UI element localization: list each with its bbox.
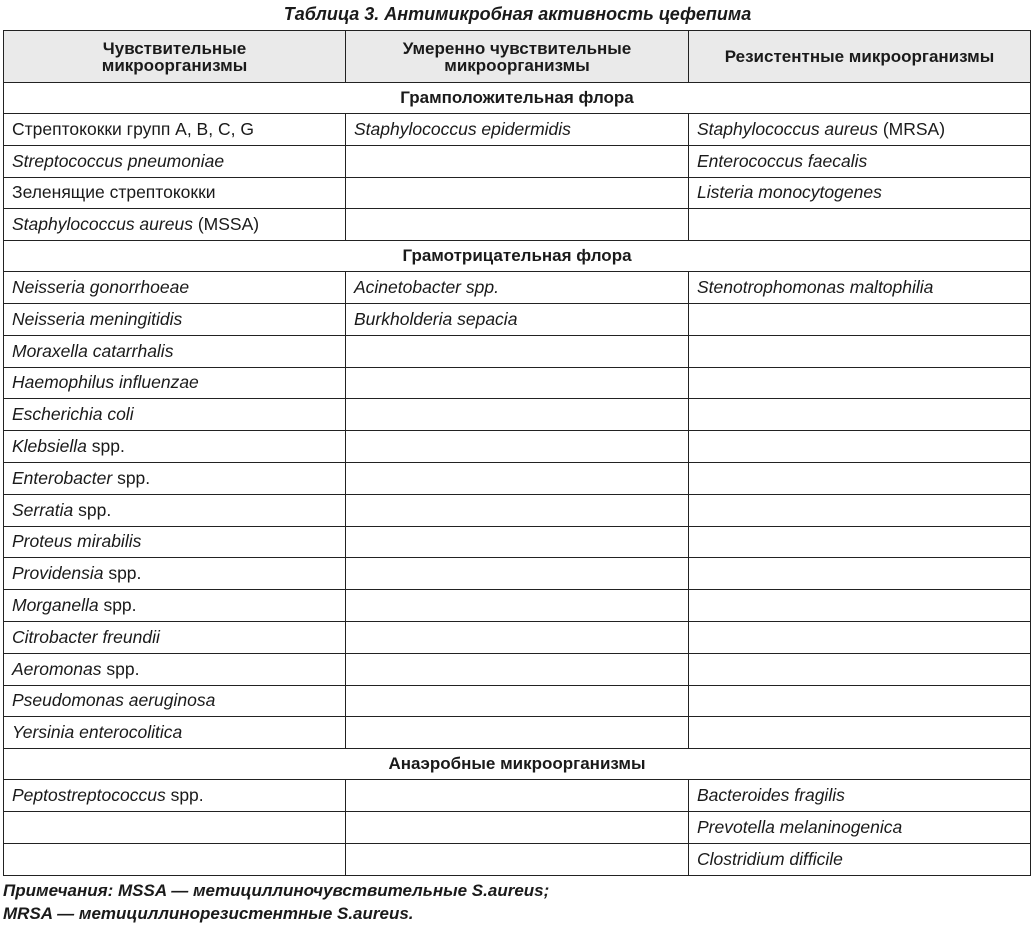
note-line: Примечания: MSSA — метициллиночувствительные S.aureus;	[3, 881, 550, 900]
organism-suffix: spp.	[98, 595, 137, 616]
organism-name: Aeromonas	[12, 658, 102, 679]
table-header-row	[4, 31, 1031, 83]
header-line: Умеренно чувствительные	[402, 38, 632, 58]
cell-moderate	[346, 303, 689, 335]
cell-moderate	[346, 399, 689, 431]
organism-suffix: spp.	[101, 658, 140, 679]
organism-suffix: (MSSA)	[192, 214, 260, 235]
table-row	[4, 367, 1031, 399]
cell-moderate	[346, 145, 689, 177]
cell-moderate	[346, 621, 689, 653]
cell-resistant	[689, 335, 1031, 367]
organism-suffix: spp.	[103, 563, 142, 584]
organism-name: Serratia	[12, 499, 74, 520]
table-row	[4, 494, 1031, 526]
organism-name: Listeria monocytogenes	[697, 182, 882, 203]
cell-sensitive	[4, 114, 346, 146]
cell-sensitive	[4, 558, 346, 590]
cell-moderate	[346, 462, 689, 494]
organism-name: Neisseria gonorrhoeae	[12, 277, 190, 298]
table-row	[4, 209, 1031, 241]
organism-suffix: spp.	[112, 467, 151, 488]
table-note	[3, 879, 1030, 925]
organism-name: Moraxella catarrhalis	[12, 340, 174, 361]
cell-resistant	[689, 685, 1031, 717]
table-row	[4, 145, 1031, 177]
cell-sensitive	[4, 462, 346, 494]
table-row	[4, 843, 1031, 875]
organism-suffix: Стрептококки групп A, B, C, G	[12, 118, 254, 139]
cell-moderate	[346, 177, 689, 209]
table-row	[4, 621, 1031, 653]
cell-resistant	[689, 780, 1031, 812]
section-title: Грамотрицательная флора	[4, 241, 1031, 272]
section-title: Анаэробные микроорганизмы	[4, 749, 1031, 780]
cell-sensitive	[4, 209, 346, 241]
section-row	[4, 83, 1031, 114]
organism-name: Neisseria meningitidis	[12, 308, 183, 329]
cell-resistant	[689, 367, 1031, 399]
table-row	[4, 272, 1031, 304]
organism-suffix: spp.	[86, 436, 125, 457]
organism-suffix: Зеленящие стрептококки	[12, 182, 216, 203]
organism-name: Stenotrophomonas maltophilia	[697, 277, 934, 298]
organism-name: Providensia	[12, 563, 104, 584]
organism-name: Acinetobacter spp.	[354, 277, 499, 298]
table-row	[4, 177, 1031, 209]
cell-moderate	[346, 653, 689, 685]
table-row	[4, 811, 1031, 843]
organism-name: Streptococcus pneumoniae	[12, 150, 225, 171]
cell-resistant	[689, 811, 1031, 843]
table-row	[4, 717, 1031, 749]
cell-resistant	[689, 843, 1031, 875]
table-row	[4, 526, 1031, 558]
cell-resistant	[689, 526, 1031, 558]
cell-resistant	[689, 303, 1031, 335]
cell-resistant	[689, 114, 1031, 146]
header-line: микроорганизмы	[101, 55, 248, 75]
cell-moderate	[346, 685, 689, 717]
cell-sensitive	[4, 335, 346, 367]
organism-name: Staphylococcus aureus	[12, 214, 193, 235]
cell-resistant	[689, 653, 1031, 685]
cell-sensitive	[4, 685, 346, 717]
table-row	[4, 685, 1031, 717]
table-row	[4, 399, 1031, 431]
cell-resistant	[689, 399, 1031, 431]
cell-resistant	[689, 177, 1031, 209]
cell-sensitive	[4, 717, 346, 749]
cell-sensitive	[4, 526, 346, 558]
section-title: Грамположительная флора	[4, 83, 1031, 114]
organism-name: Escherichia coli	[12, 404, 134, 425]
cell-sensitive	[4, 177, 346, 209]
cell-sensitive	[4, 653, 346, 685]
header-resistant	[689, 31, 1031, 83]
cell-moderate	[346, 494, 689, 526]
cell-resistant	[689, 209, 1031, 241]
cell-sensitive	[4, 145, 346, 177]
section-row	[4, 241, 1031, 272]
cell-moderate	[346, 780, 689, 812]
cell-moderate	[346, 843, 689, 875]
cell-moderate	[346, 526, 689, 558]
header-sensitive	[4, 31, 346, 83]
cell-resistant	[689, 145, 1031, 177]
organism-name: Bacteroides fragilis	[697, 785, 845, 806]
table-row	[4, 335, 1031, 367]
cell-moderate	[346, 590, 689, 622]
cell-sensitive	[4, 494, 346, 526]
table-caption: Таблица 3. Антимикробная активность цефепима	[283, 4, 752, 24]
header-line: микроорганизмы	[444, 55, 590, 75]
cell-sensitive	[4, 843, 346, 875]
table-row	[4, 303, 1031, 335]
cell-sensitive	[4, 303, 346, 335]
cell-sensitive	[4, 431, 346, 463]
cell-resistant	[689, 272, 1031, 304]
cell-resistant	[689, 431, 1031, 463]
table-row	[4, 780, 1031, 812]
organism-suffix: (MRSA)	[877, 118, 946, 139]
cell-resistant	[689, 717, 1031, 749]
organism-name: Citrobacter freundii	[12, 626, 160, 647]
table-row	[4, 590, 1031, 622]
cell-sensitive	[4, 272, 346, 304]
cell-moderate	[346, 558, 689, 590]
organism-suffix: spp.	[165, 785, 204, 806]
table-row	[4, 431, 1031, 463]
cell-sensitive	[4, 780, 346, 812]
cell-moderate	[346, 335, 689, 367]
cell-sensitive	[4, 811, 346, 843]
table-row	[4, 558, 1031, 590]
cell-moderate	[346, 209, 689, 241]
organism-name: Staphylococcus aureus	[697, 118, 878, 139]
antimicrobial-activity-table	[3, 30, 1031, 876]
cell-moderate	[346, 367, 689, 399]
table-body	[4, 83, 1031, 876]
header-moderate	[346, 31, 689, 83]
organism-name: Morganella	[12, 595, 99, 616]
cell-moderate	[346, 811, 689, 843]
cell-resistant	[689, 590, 1031, 622]
organism-name: Yersinia enterocolitica	[12, 722, 183, 743]
organism-name: Prevotella melaninogenica	[697, 816, 903, 837]
organism-name: Clostridium difficile	[697, 848, 843, 869]
section-row	[4, 749, 1031, 780]
cell-moderate	[346, 431, 689, 463]
cell-resistant	[689, 462, 1031, 494]
cell-moderate	[346, 272, 689, 304]
cell-moderate	[346, 717, 689, 749]
organism-name: Proteus mirabilis	[12, 531, 142, 552]
cell-resistant	[689, 494, 1031, 526]
organism-name: Peptostreptococcus	[12, 785, 166, 806]
header-line: Чувствительные	[102, 38, 247, 58]
cell-sensitive	[4, 367, 346, 399]
note-line: MRSA — метициллинорезистентные S.aureus.	[3, 904, 414, 923]
organism-name: Enterococcus faecalis	[697, 150, 868, 171]
organism-name: Enterobacter	[12, 467, 113, 488]
organism-name: Burkholderia sepacia	[354, 308, 518, 329]
organism-name: Klebsiella	[12, 436, 87, 457]
cell-sensitive	[4, 399, 346, 431]
cell-resistant	[689, 621, 1031, 653]
cell-sensitive	[4, 590, 346, 622]
table-row	[4, 462, 1031, 494]
header-line: Резистентные микроорганизмы	[724, 47, 995, 66]
cell-sensitive	[4, 621, 346, 653]
organism-name: Staphylococcus epidermidis	[354, 118, 571, 139]
cell-resistant	[689, 558, 1031, 590]
table-row	[4, 653, 1031, 685]
table-row	[4, 114, 1031, 146]
organism-name: Pseudomonas aeruginosa	[12, 690, 216, 711]
organism-name: Haemophilus influenzae	[12, 372, 199, 393]
organism-suffix: spp.	[73, 499, 112, 520]
cell-moderate	[346, 114, 689, 146]
